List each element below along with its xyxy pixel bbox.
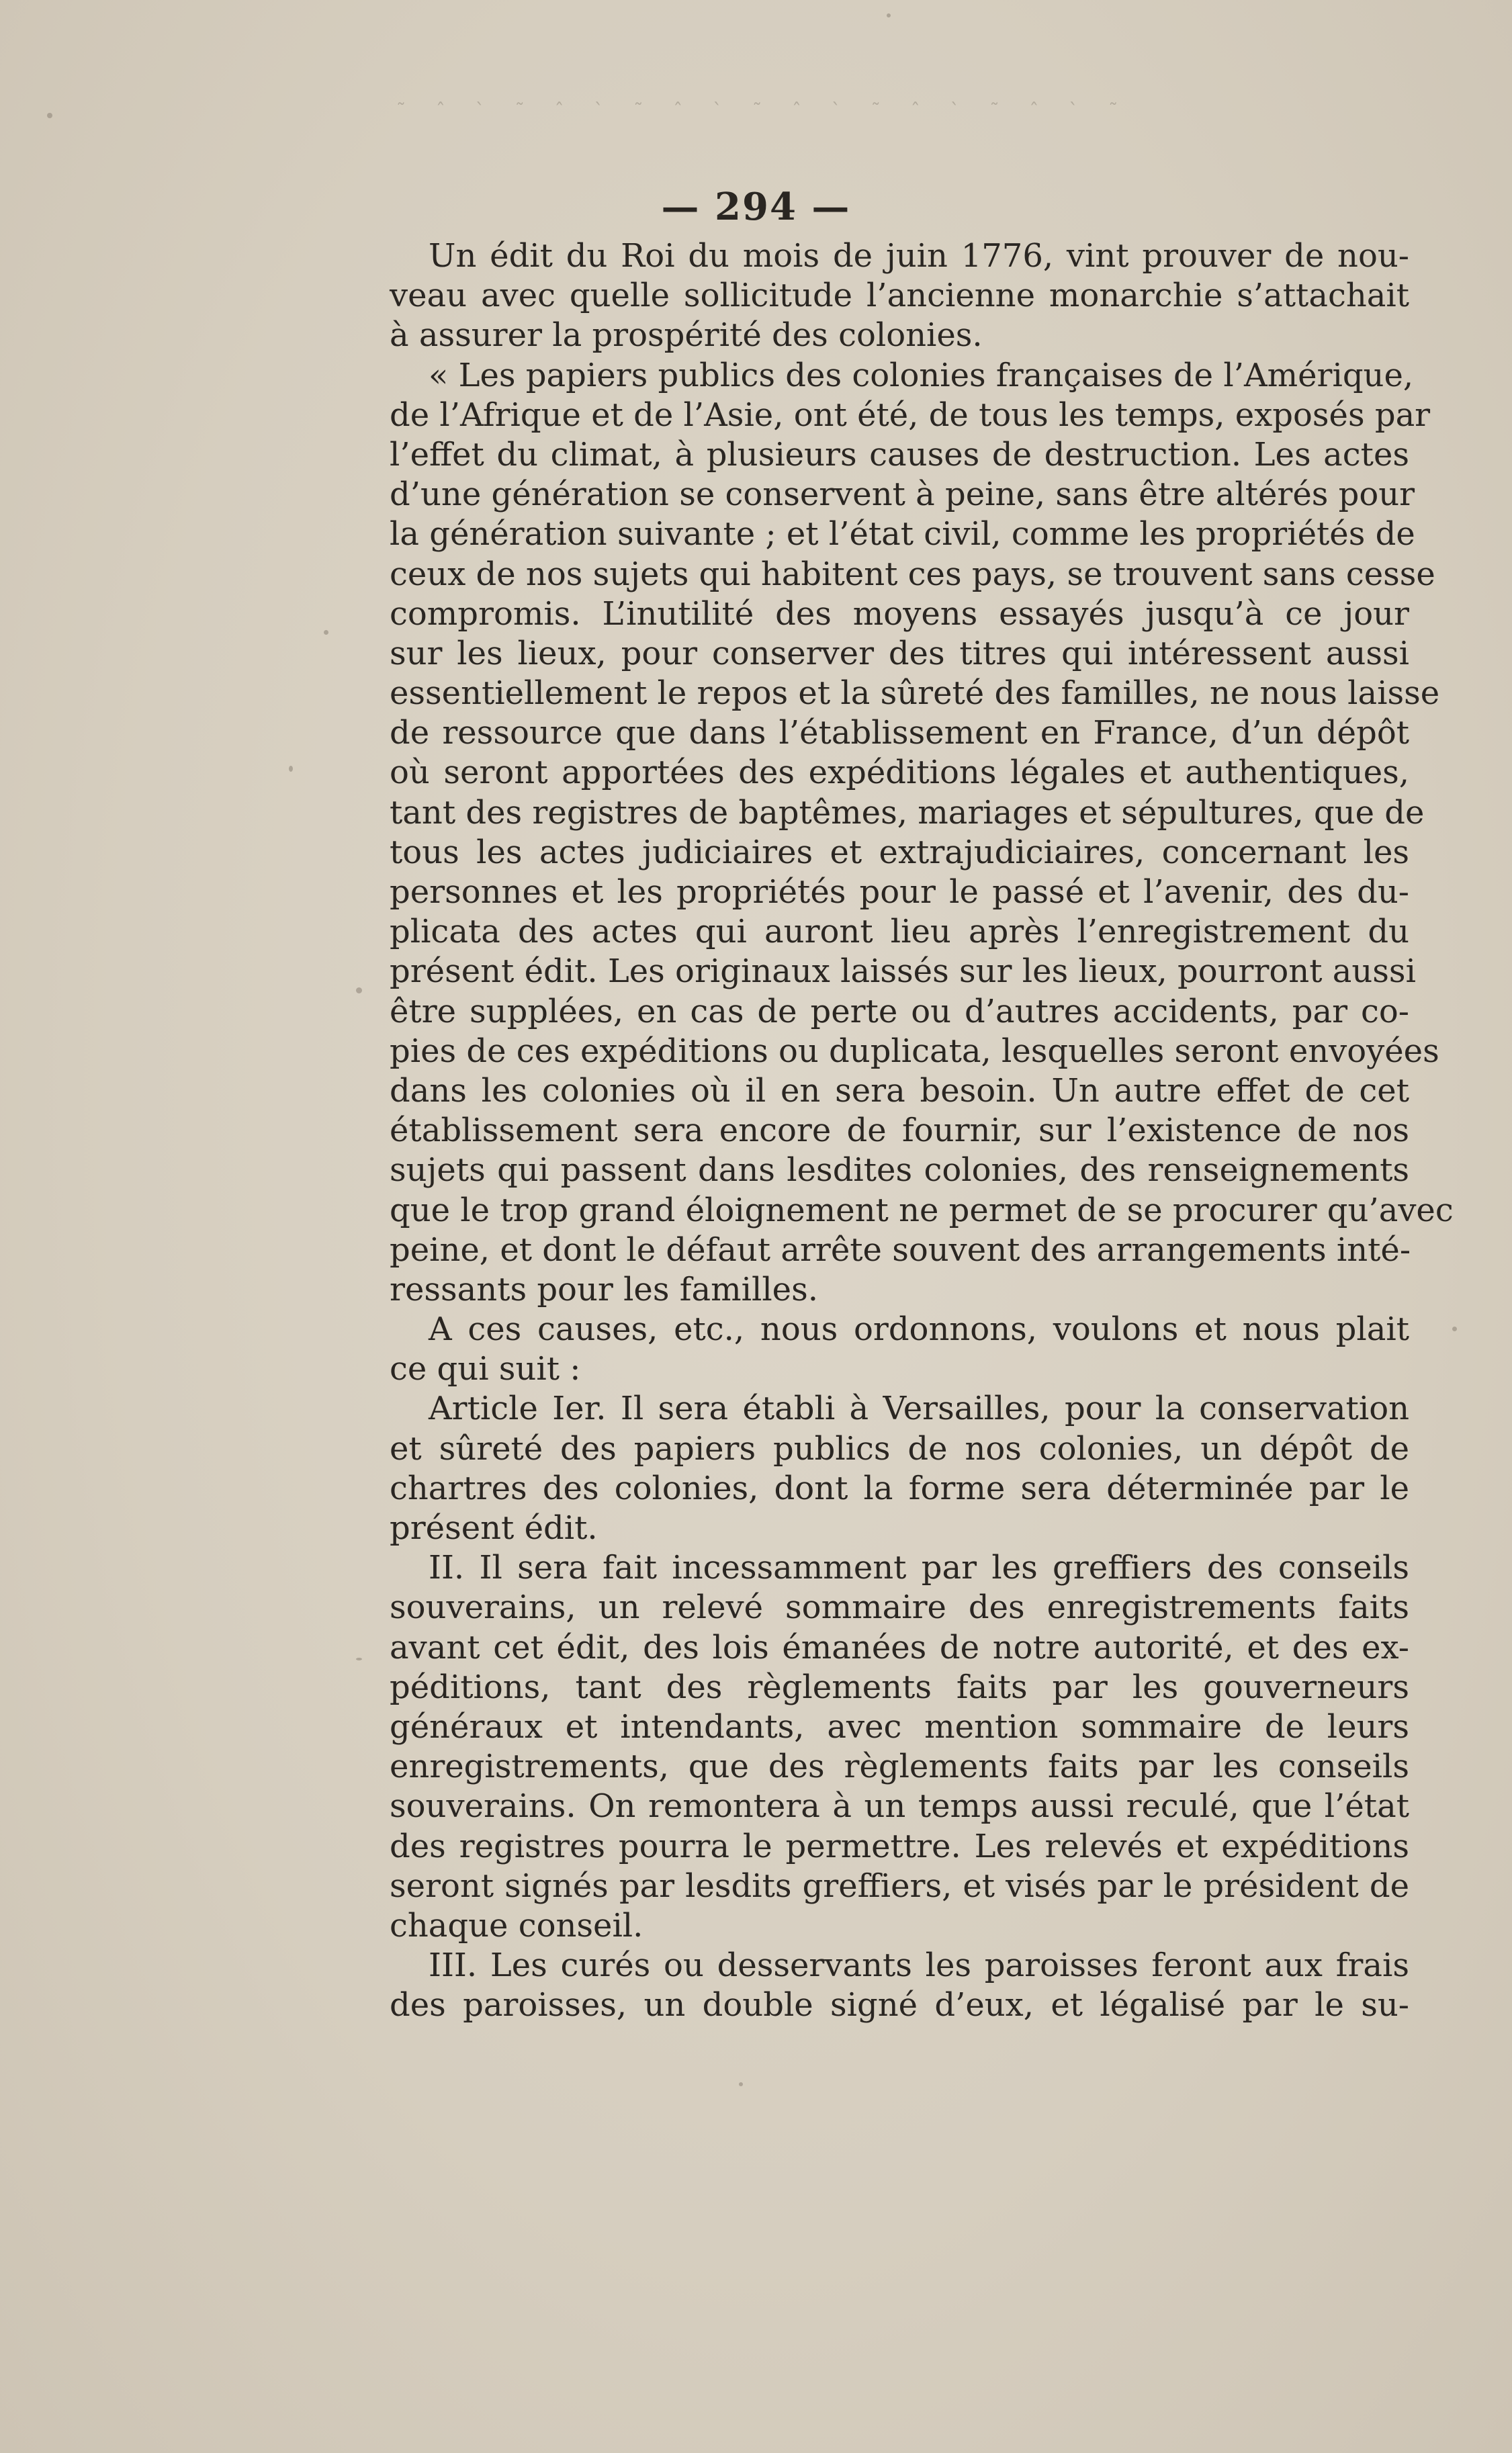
text-line: d’une génération se conservent à peine, sans être altérés pour	[390, 476, 1415, 514]
text-line: sujets qui passent dans lesdites colonies, des renseignements	[390, 1151, 1409, 1190]
text-line: ceux de nos sujets qui habitent ces pays, se trouvent sans cesse	[390, 555, 1435, 593]
body-text	[390, 236, 1454, 2025]
text-line: essentiellement le repos et la sûreté des familles, ne nous laisse	[390, 674, 1440, 713]
text-line: de l’Afrique et de l’Asie, ont été, de tous les temps, exposés par	[390, 396, 1431, 434]
text-line: à assurer la prospérité des colonies.	[390, 316, 983, 355]
paper-speck	[356, 1658, 362, 1660]
text-line: A ces causes, etc., nous ordonnons, voulons et nous plait	[429, 1310, 1409, 1349]
paper-speck	[47, 113, 52, 118]
text-line: seront signés par lesdits greffiers, et visés par le président de	[390, 1867, 1409, 1905]
paper-speck	[1452, 1327, 1457, 1331]
text-line: de ressource que dans l’établissement en France, d’un dépôt	[390, 714, 1409, 752]
text-line: tous les actes judiciaires et extrajudiciaires, concernant les	[390, 833, 1409, 871]
text-line: enregistrements, que des règlements faits par les conseils	[390, 1748, 1409, 1786]
text-line: II. Il sera fait incessamment par les greffiers des conseils	[429, 1549, 1409, 1587]
text-line: Article Ier. Il sera établi à Versailles, pour la conservation	[429, 1390, 1409, 1428]
paper-speck	[324, 630, 328, 635]
page-number: — 294 —	[661, 185, 851, 229]
text-line: dans les colonies où il en sera besoin. Un autre effet de cet	[390, 1071, 1409, 1110]
text-line: veau avec quelle sollicitude l’ancienne monarchie s’attachait	[390, 277, 1409, 315]
text-line: plicata des actes qui auront lieu après l’enregistrement du	[390, 913, 1409, 951]
text-line: que le trop grand éloignement ne permet de se procurer qu’avec	[390, 1191, 1454, 1229]
text-line: III. Les curés ou desservants les paroisses feront aux frais	[429, 1947, 1409, 1985]
text-line: l’effet du climat, à plusieurs causes de destruction. Les actes	[390, 435, 1409, 474]
paper-speck	[887, 13, 891, 17]
text-line: peine, et dont le défaut arrête souvent des arrangements inté-	[390, 1231, 1411, 1269]
bleed-through-noise: ˜ ˆ ˋ ˜ ˆ ˋ ˜ ˆ ˋ ˜ ˆ ˋ ˜ ˆ ˋ ˜ ˆ ˋ ˜	[396, 99, 1130, 122]
text-line: personnes et les propriétés pour le passé et l’avenir, des du-	[390, 873, 1409, 911]
text-line: généraux et intendants, avec mention sommaire de leurs	[390, 1707, 1409, 1746]
text-line: être supplées, en cas de perte ou d’autres accidents, par co-	[390, 992, 1409, 1030]
paper-speck	[356, 987, 362, 993]
text-line: présent édit. Les originaux laissés sur les lieux, pourront aussi	[390, 952, 1416, 991]
text-line: péditions, tant des règlements faits par les gouverneurs	[390, 1668, 1409, 1706]
text-line: ressants pour les familles.	[390, 1270, 818, 1308]
paper-speck	[289, 766, 293, 772]
text-line: chaque conseil.	[390, 1906, 643, 1945]
text-line: pies de ces expéditions ou duplicata, lesquelles seront envoyées	[390, 1032, 1439, 1070]
text-line: des registres pourra le permettre. Les relevés et expéditions	[390, 1827, 1409, 1865]
text-line: ce qui suit :	[390, 1350, 581, 1388]
text-line: « Les papiers publics des colonies françaises de l’Amérique,	[429, 356, 1414, 394]
text-line: chartres des colonies, dont la forme sera déterminée par le	[390, 1469, 1409, 1507]
text-line: où seront apportées des expéditions légales et authentiques,	[390, 754, 1409, 792]
text-line: établissement sera encore de fournir, sur l’existence de nos	[390, 1112, 1409, 1150]
text-line: et sûreté des papiers publics de nos colonies, un dépôt de	[390, 1429, 1409, 1468]
text-line: compromis. L’inutilité des moyens essayés jusqu’à ce jour	[390, 594, 1409, 633]
text-line: présent édit.	[390, 1509, 598, 1547]
text-line: souverains, un relevé sommaire des enregistrements faits	[390, 1589, 1409, 1627]
text-line: sur les lieux, pour conserver des titres qui intéressent aussi	[390, 634, 1409, 672]
text-line: des paroisses, un double signé d’eux, et légalisé par le su-	[390, 1986, 1409, 2024]
text-line: Un édit du Roi du mois de juin 1776, vint prouver de nou-	[429, 237, 1409, 275]
text-line: avant cet édit, des lois émanées de notre autorité, et des ex-	[390, 1628, 1409, 1666]
text-line: tant des registres de baptêmes, mariages et sépultures, que de	[390, 793, 1425, 832]
paper-speck	[739, 2082, 743, 2086]
text-line: souverains. On remontera à un temps aussi reculé, que l’état	[390, 1787, 1409, 1826]
text-line: la génération suivante ; et l’état civil, comme les propriétés de	[390, 515, 1415, 553]
